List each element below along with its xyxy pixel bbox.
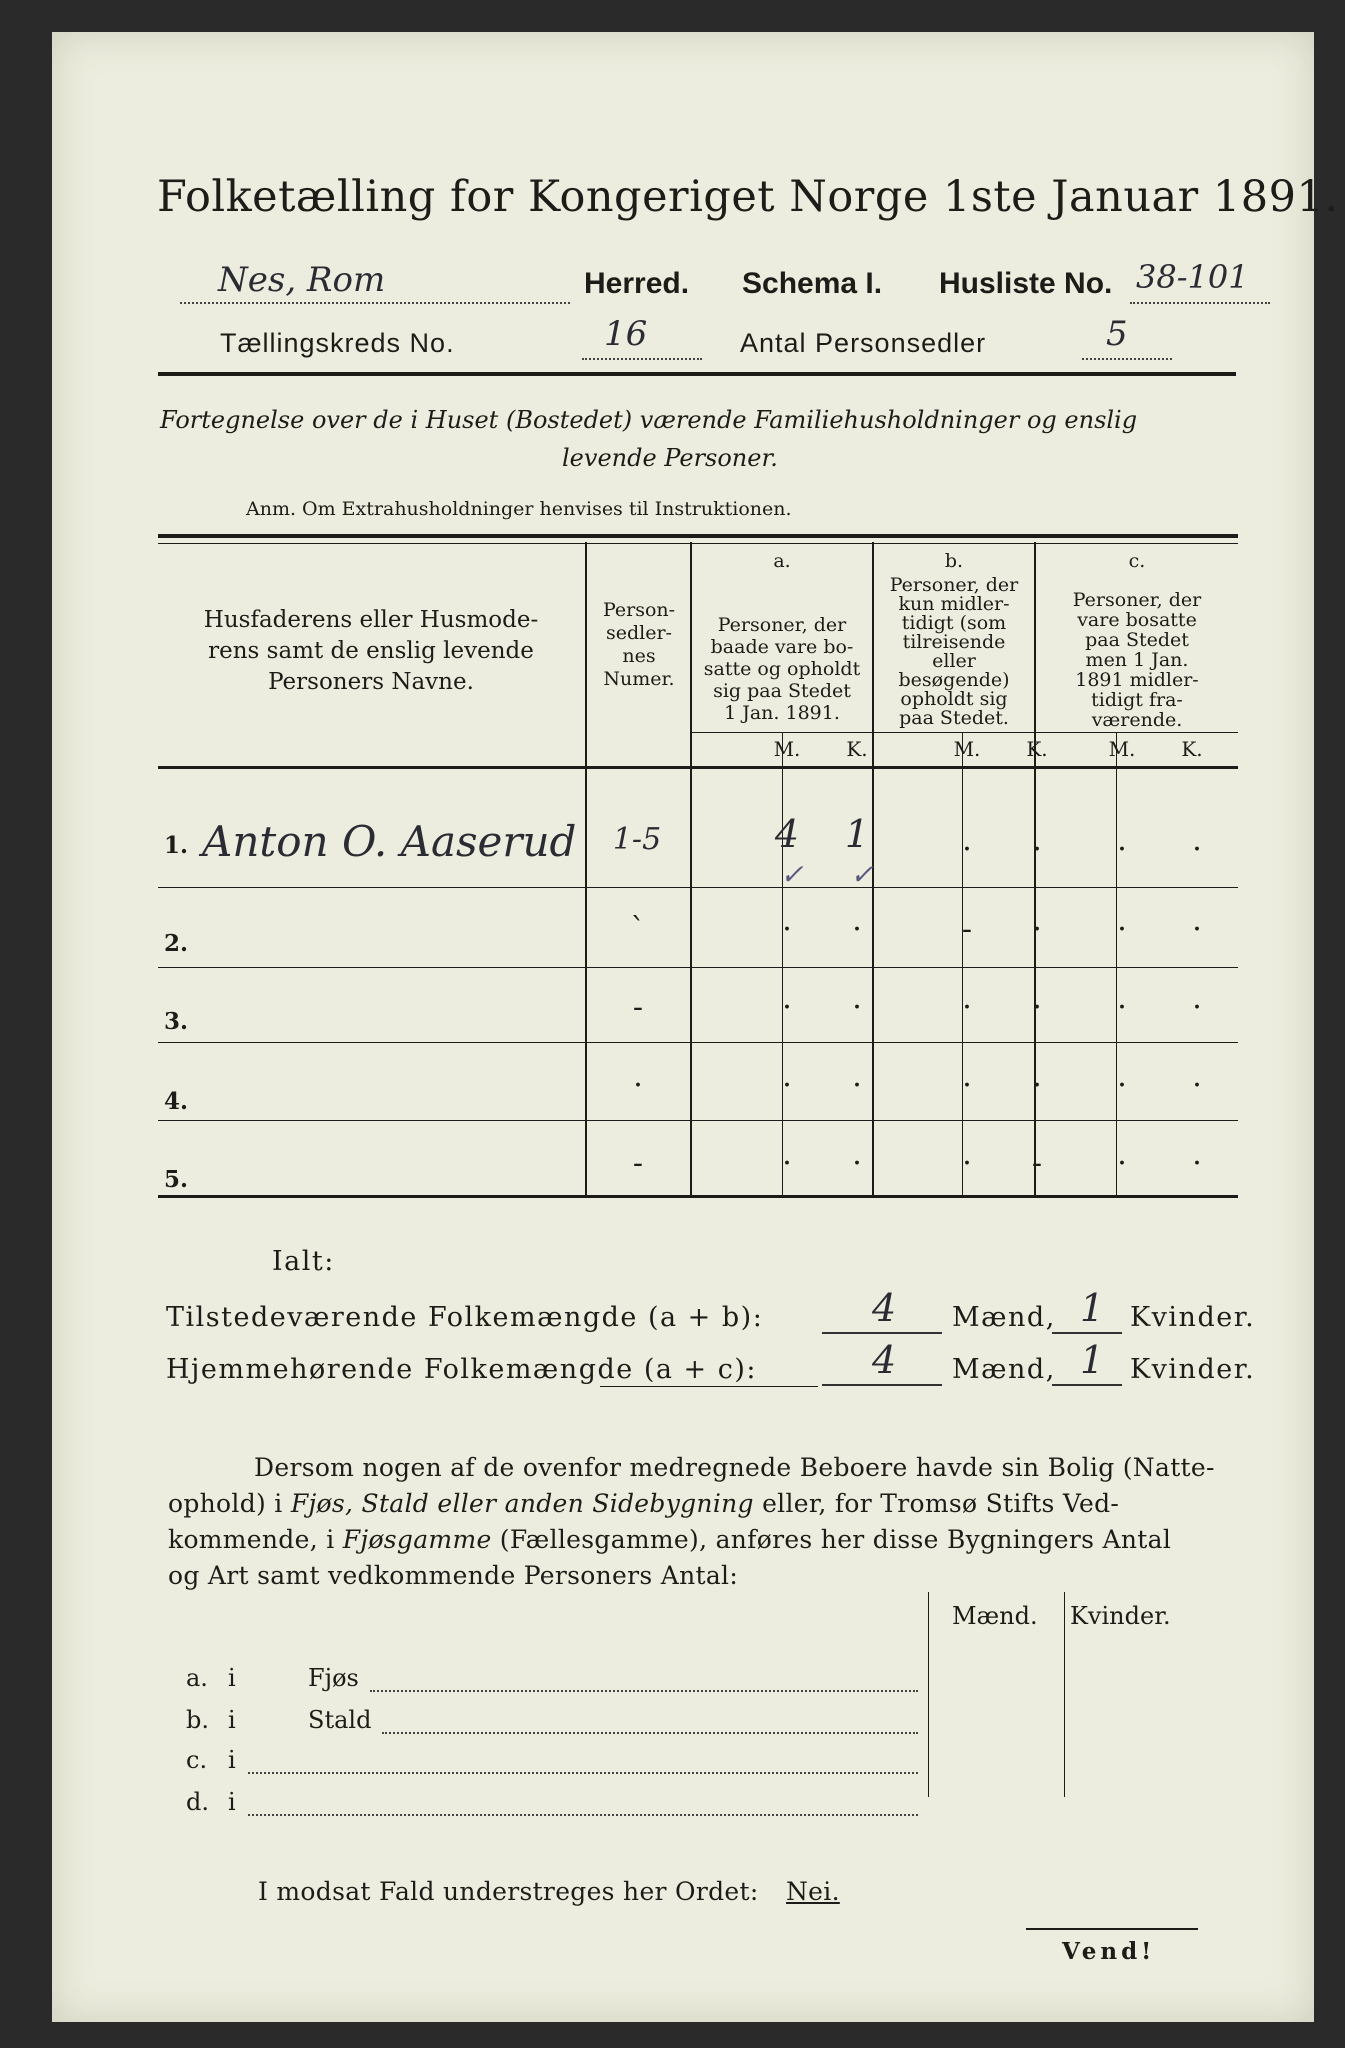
hjemme-m-value: 4 <box>872 1338 897 1382</box>
tilstede-m-value: 4 <box>872 1286 897 1330</box>
table-header-bottom-rule <box>158 766 1238 769</box>
bygning-maend-header: Mænd. <box>952 1602 1038 1630</box>
antal-value: 5 <box>1106 314 1128 354</box>
herred-label: Herred. <box>584 267 690 300</box>
separator-rule <box>600 1386 818 1387</box>
intro-line2: levende Personer. <box>562 444 778 472</box>
table-top-rule <box>158 534 1238 538</box>
hjemme-kvinder-label: Kvinder. <box>1130 1354 1256 1385</box>
kreds-label: Tællingskreds No. <box>220 328 455 358</box>
para-line3: kommende, i Fjøsgamme (Fællesgamme), anføres her disse Bygningers Antal <box>168 1525 1172 1554</box>
census-form-page: Folketælling for Kongeriget Norge 1ste Januar 1891. Nes, Rom Herred. Schema I. Husliste No. 38-101 Tællingskreds No. 16 Antal Personsedler 5 Fortegnelse over de i Huset (Bostedet) værende Familiehusholdninger og enslig levende Personer. Anm. Om Extrahusholdninger henvises til Instruktionen. Husfaderens eller Husmode- rens samt de enslig levende Personers Navne. Person- sedler- nes Numer. a. Personer, der baade vare bo- satte og opholdt sig paa Stedet 1 Jan. 1891. b. Personer, der kun midler- tidigt (som tilreisende eller besøgende) opholdt sig paa Stedet. c. Personer, der vare bosatte paa Stedet men 1 Jan. 1891 midler- tidigt fra- værende. M. K. M. K. M. K. 1. Anton O. Aaserud 1-5 4 1 ✓ ✓ · · · · 2. ` · · - · · · 3. - · · · · · · 4. · · · · · · · 5. - · · · - · · Ialt: Tilstedeværende Folkemængde (a + b): 4 Mænd, 1 Kvinder. Hjemmehørende Folkemængde (a + c): 4 Mænd, 1 Kvinder. Dersom nogen af de ovenfor medregnede Beboere havde sin Bolig (Natte- ophold) i Fjøs, Stald eller anden Sidebygning eller, for Tromsø Stifts Ved- kommende, i Fjøsgamme (Fællesgamme), anføres her disse Bygningers Antal og Art samt vedkommende Personers Antal: Mænd. Kvinder. a. i Fjøs b. i Stald c. i d. i I modsat Fald understreges her Ordet: Nei. Vend! <box>52 32 1314 2022</box>
col-b-header: Personer, der kun midler- tidigt (som tilreisende eller besøgende) opholdt sig paa Stedet. <box>889 574 1019 729</box>
hjemme-k-field <box>1052 1338 1122 1386</box>
tilstede-m-field <box>822 1286 942 1334</box>
hjemme-k-value: 1 <box>1080 1338 1105 1382</box>
person-name: Anton O. Aaserud <box>202 817 577 866</box>
col-num-header: Person- sedler- nes Numer. <box>602 599 676 690</box>
col-b-letter: b. <box>944 550 964 572</box>
para-line4: og Art samt vedkommende Personers Antal: <box>168 1561 739 1590</box>
a-k-label: K. <box>846 737 868 761</box>
husliste-label: Husliste No. <box>939 267 1113 300</box>
antal-label: Antal Personsedler <box>740 328 987 358</box>
tilstede-kvinder-label: Kvinder. <box>1130 1302 1256 1333</box>
col-a-letter: a. <box>773 550 791 572</box>
husliste-field <box>1130 258 1270 304</box>
c-m-label: M. <box>1108 737 1136 761</box>
check-mark-icon: ✓ <box>850 858 874 891</box>
intro-line1: Fortegnelse over de i Huset (Bostedet) værende Familiehusholdninger og enslig <box>160 406 1138 434</box>
col-name-header: Husfaderens eller Husmode- rens samt de enslig levende Personers Navne. <box>203 607 539 695</box>
para-line1: Dersom nogen af de ovenfor medregnede Beboere havde sin Bolig (Natte- <box>254 1453 1215 1482</box>
hjemme-m-field <box>822 1338 942 1386</box>
c-k-label: K. <box>1181 737 1203 761</box>
col-c-letter: c. <box>1128 550 1146 572</box>
herred-field <box>180 260 570 304</box>
para-line2: ophold) i Fjøs, Stald eller anden Sidebygning eller, for Tromsø Stifts Ved- <box>168 1489 1120 1518</box>
form-title: Folketælling for Kongeriget Norge 1ste Januar 1891. <box>157 172 1339 222</box>
col-c-header: Personer, der vare bosatte paa Stedet men 1 Jan. 1891 midler- tidigt fra- værende. <box>1072 589 1202 731</box>
tilstede-maend-label: Mænd, <box>952 1302 1056 1333</box>
nei-word: Nei. <box>786 1877 840 1906</box>
header-rule <box>158 372 1236 376</box>
kreds-value: 16 <box>604 314 648 354</box>
herred-value: Nes, Rom <box>218 260 386 300</box>
antal-field <box>1082 314 1172 360</box>
schema-label: Schema I. <box>742 267 883 300</box>
b-m-label: M. <box>953 737 981 761</box>
bygning-kvinder-header: Kvinder. <box>1070 1602 1171 1630</box>
modsat-label: I modsat Fald understreges her Ordet: <box>258 1877 759 1906</box>
col-a-header: Personer, der baade vare bo- satte og opholdt sig paa Stedet 1 Jan. 1891. <box>703 614 861 724</box>
a-m-label: M. <box>773 737 801 761</box>
hjemme-label: Hjemmehørende Folkemængde (a + c): <box>166 1354 757 1385</box>
check-mark-icon: ✓ <box>780 858 804 891</box>
tilstede-k-value: 1 <box>1080 1286 1105 1330</box>
hjemme-maend-label: Mænd, <box>952 1354 1056 1385</box>
b-k-label: K. <box>1026 737 1048 761</box>
tilstede-k-field <box>1052 1286 1122 1334</box>
ialt-label: Ialt: <box>272 1246 335 1277</box>
vend-label: Vend! <box>1062 1938 1156 1965</box>
tilstede-label: Tilstedeværende Folkemængde (a + b): <box>166 1302 764 1333</box>
anm-note: Anm. Om Extrahusholdninger henvises til Instruktionen. <box>246 498 792 520</box>
husliste-value: 38-101 <box>1136 258 1249 296</box>
kreds-field <box>582 314 702 360</box>
